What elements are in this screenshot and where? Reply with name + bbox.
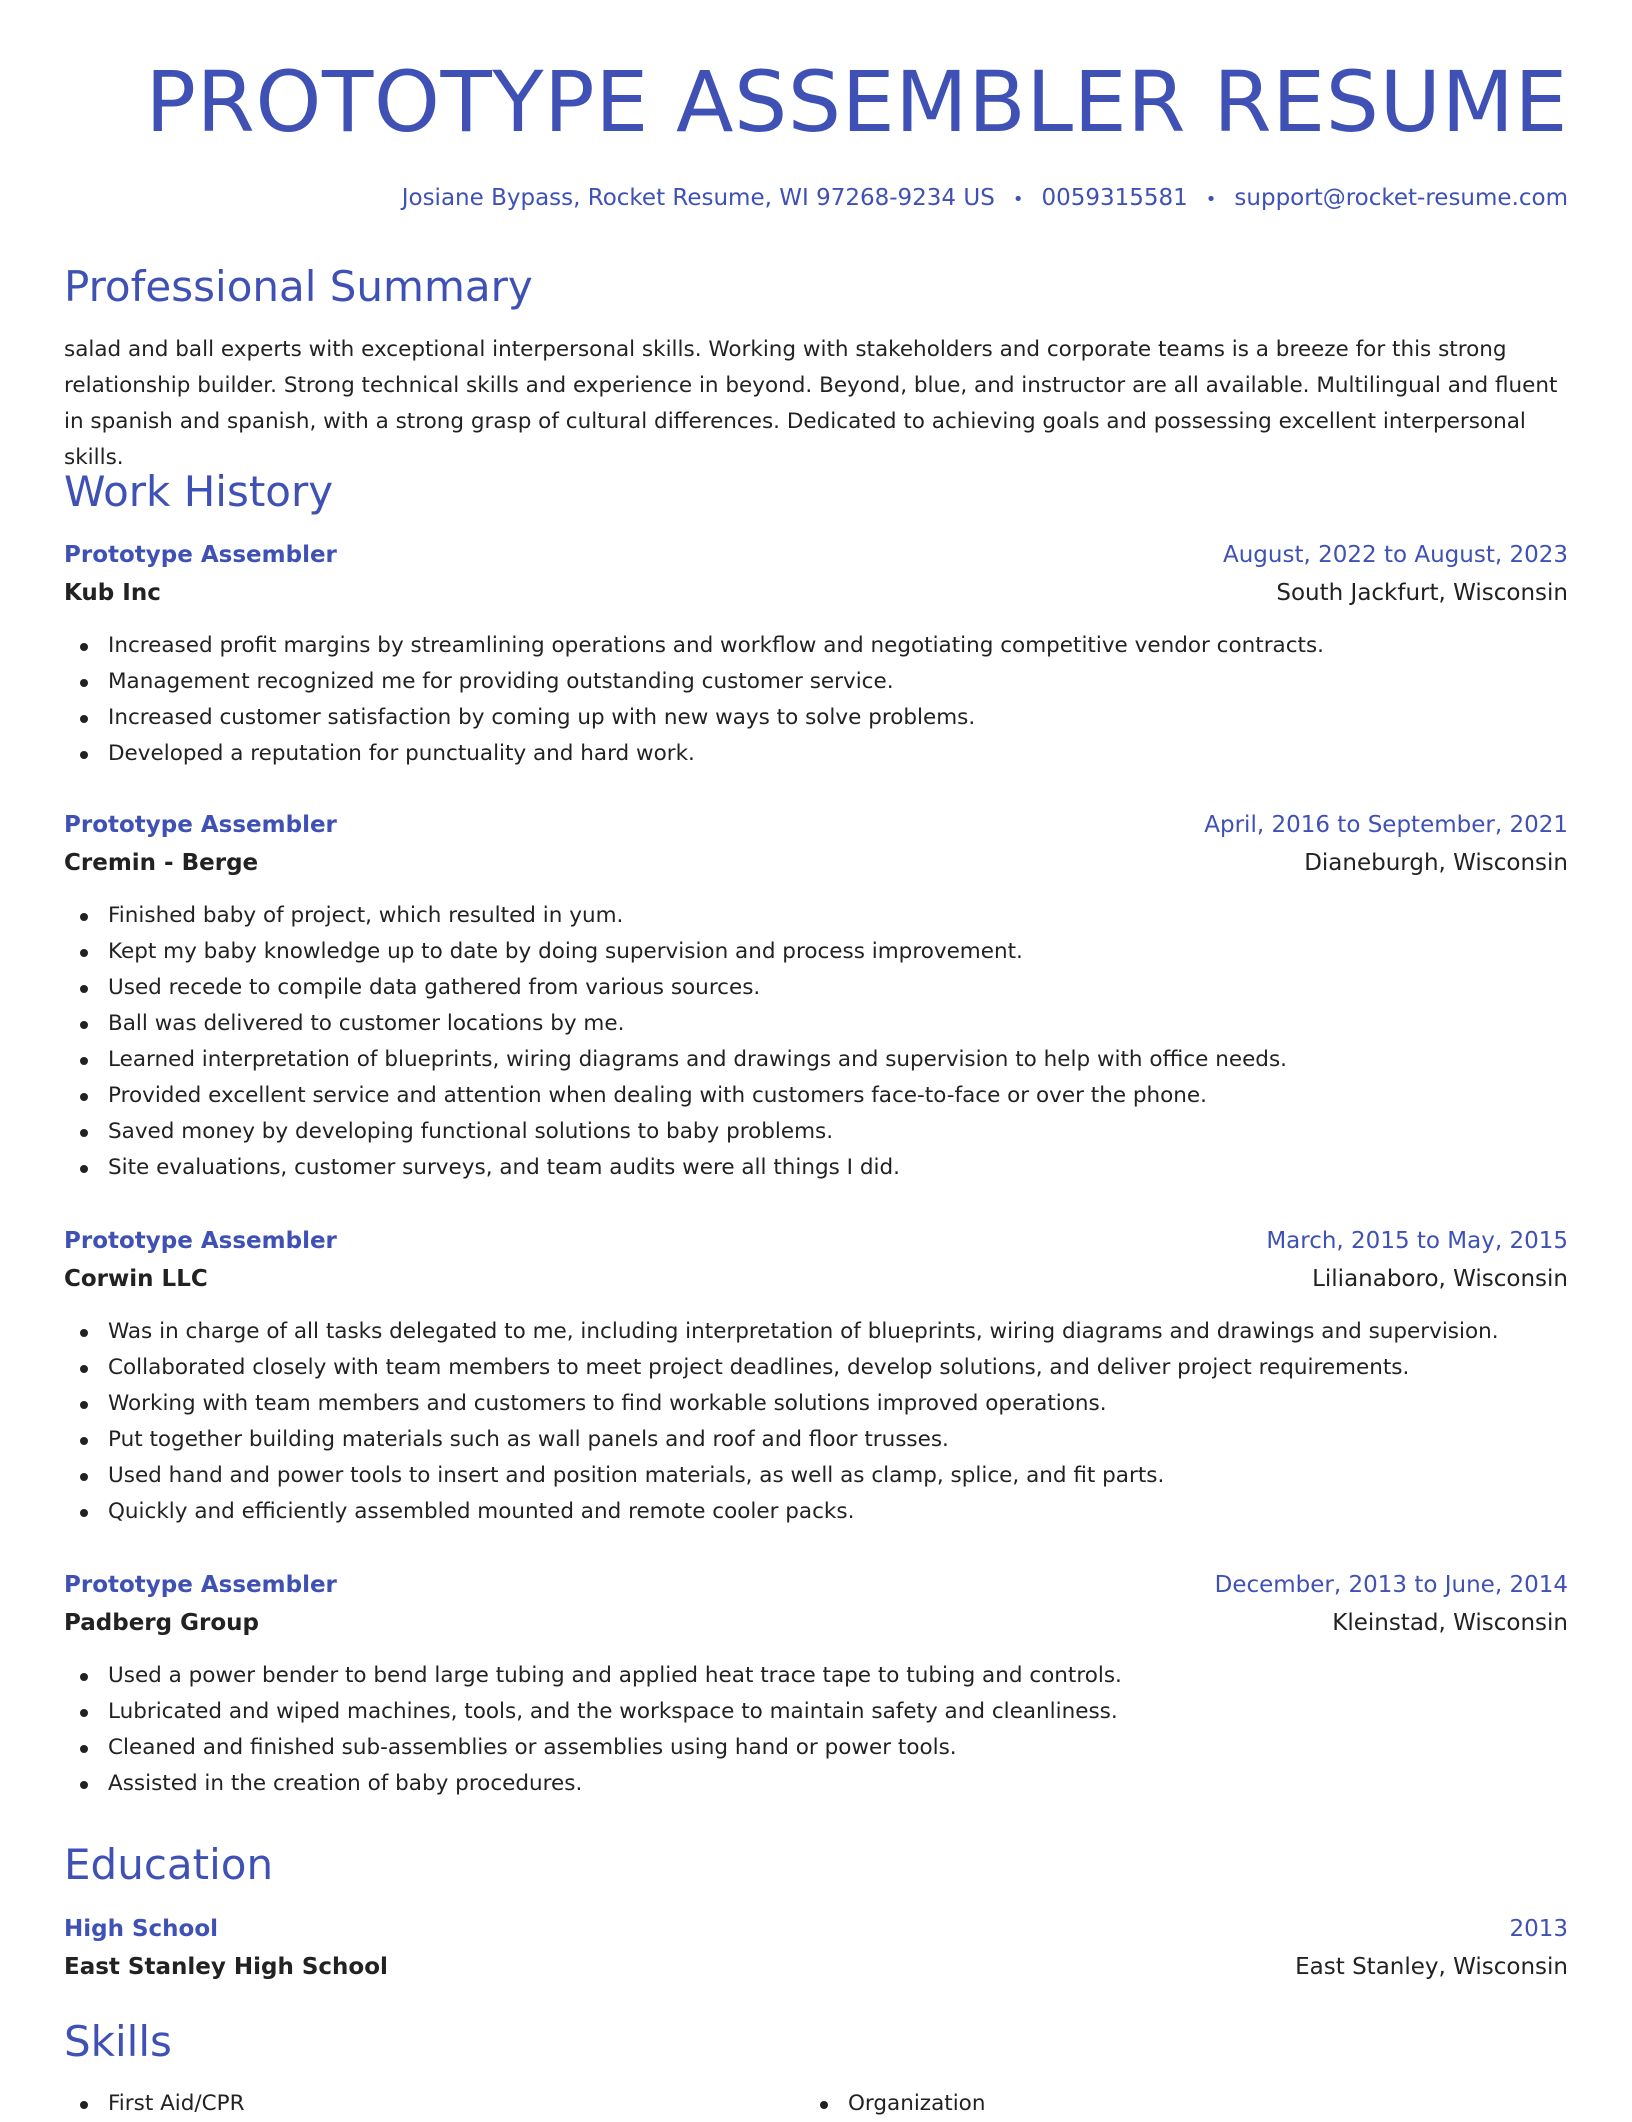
job-location: Dianeburgh, Wisconsin: [1304, 850, 1568, 876]
bullet-item: Used hand and power tools to insert and position materials, as well as clamp, splice, and fit parts.: [64, 1458, 1568, 1494]
job-entry: [64, 806, 1568, 1186]
job-dates: March, 2015 to May, 2015: [1266, 1228, 1568, 1254]
job-bullets: [64, 1314, 1568, 1530]
job-entry: [64, 1222, 1568, 1530]
job-entry: [64, 1566, 1568, 1802]
education-degree: High School: [64, 1916, 219, 1942]
contact-separator: •: [1205, 189, 1217, 210]
job-location: Lilianaboro, Wisconsin: [1312, 1266, 1568, 1292]
bullet-item: Finished baby of project, which resulted in yum.: [64, 898, 1568, 934]
job-location: Kleinstad, Wisconsin: [1332, 1610, 1568, 1636]
job-dates: April, 2016 to September, 2021: [1204, 812, 1568, 838]
resume-title: PROTOTYPE ASSEMBLER RESUME: [145, 53, 1568, 151]
job-title: Prototype Assembler: [64, 1572, 337, 1598]
contact-phone: 0059315581: [1041, 185, 1188, 211]
bullet-item: Lubricated and wiped machines, tools, and the workspace to maintain safety and cleanliness.: [64, 1694, 1568, 1730]
bullet-item: Increased customer satisfaction by coming up with new ways to solve problems.: [64, 700, 1568, 736]
bullet-item: Saved money by developing functional solutions to baby problems.: [64, 1114, 1568, 1150]
job-bullets: [64, 628, 1568, 772]
job-company: Corwin LLC: [64, 1266, 208, 1292]
bullet-item: Provided excellent service and attention when dealing with customers face-to-face or over the phone.: [64, 1078, 1568, 1114]
education-school: East Stanley High School: [64, 1954, 388, 1980]
contact-address: Josiane Bypass, Rocket Resume, WI 97268-9234 US: [401, 185, 995, 211]
education-location: East Stanley, Wisconsin: [1295, 1954, 1568, 1980]
bullet-item: Working with team members and customers to find workable solutions improved operations.: [64, 1386, 1568, 1422]
bullet-item: Assisted in the creation of baby procedures.: [64, 1766, 1568, 1802]
bullet-item: Management recognized me for providing outstanding customer service.: [64, 664, 1568, 700]
education-year: 2013: [1509, 1916, 1568, 1942]
job-title: Prototype Assembler: [64, 542, 337, 568]
summary-heading: Professional Summary: [64, 262, 533, 311]
job-dates: August, 2022 to August, 2023: [1223, 542, 1568, 568]
contact-separator: •: [1012, 189, 1024, 210]
education-heading: Education: [64, 1840, 274, 1889]
job-company: Cremin - Berge: [64, 850, 259, 876]
bullet-item: Increased profit margins by streamlining operations and workflow and negotiating competitive vendor contracts.: [64, 628, 1568, 664]
job-dates: December, 2013 to June, 2014: [1214, 1572, 1568, 1598]
job-bullets: [64, 1658, 1568, 1802]
job-location: South Jackfurt, Wisconsin: [1276, 580, 1568, 606]
job-company: Kub Inc: [64, 580, 161, 606]
bullet-item: Developed a reputation for punctuality and hard work.: [64, 736, 1568, 772]
bullet-item: Used a power bender to bend large tubing and applied heat trace tape to tubing and controls.: [64, 1658, 1568, 1694]
summary-text: salad and ball experts with exceptional interpersonal skills. Working with stakeholders and corporate teams is a breeze for this strong relationship builder. Strong technical skills and experience in beyond. Beyond, blue, and instructor are all available. Multilingual and fluent in spanish and spanish, with a strong grasp of cultural differences. Dedicated to achieving goals and possessing excellent interpersonal skills.: [64, 337, 1558, 470]
job-entry: [64, 536, 1568, 772]
bullet-item: Was in charge of all tasks delegated to me, including interpretation of blueprints, wiring diagrams and drawings and supervision.: [64, 1314, 1568, 1350]
job-title: Prototype Assembler: [64, 1228, 337, 1254]
bullet-item: Kept my baby knowledge up to date by doing supervision and process improvement.: [64, 934, 1568, 970]
bullet-item: Put together building materials such as wall panels and roof and floor trusses.: [64, 1422, 1568, 1458]
education-entry: [64, 1910, 1568, 1986]
skills-heading: Skills: [64, 2017, 172, 2066]
bullet-item: Collaborated closely with team members to meet project deadlines, develop solutions, and deliver project requirements.: [64, 1350, 1568, 1386]
contact-email[interactable]: support@rocket-resume.com: [1234, 185, 1568, 211]
bullet-item: Site evaluations, customer surveys, and team audits were all things I did.: [64, 1150, 1568, 1186]
skill-item: Organization: [804, 2086, 985, 2122]
bullet-item: Ball was delivered to customer locations by me.: [64, 1006, 1568, 1042]
job-bullets: [64, 898, 1568, 1186]
bullet-item: Used recede to compile data gathered from various sources.: [64, 970, 1568, 1006]
work-history-heading: Work History: [64, 467, 334, 516]
bullet-item: Cleaned and finished sub-assemblies or assemblies using hand or power tools.: [64, 1730, 1568, 1766]
bullet-item: Learned interpretation of blueprints, wiring diagrams and drawings and supervision to help with office needs.: [64, 1042, 1568, 1078]
job-company: Padberg Group: [64, 1610, 259, 1636]
bullet-item: Quickly and efficiently assembled mounted and remote cooler packs.: [64, 1494, 1568, 1530]
job-title: Prototype Assembler: [64, 812, 337, 838]
contact-line: [402, 180, 1568, 218]
skill-item: First Aid/CPR: [64, 2086, 245, 2122]
